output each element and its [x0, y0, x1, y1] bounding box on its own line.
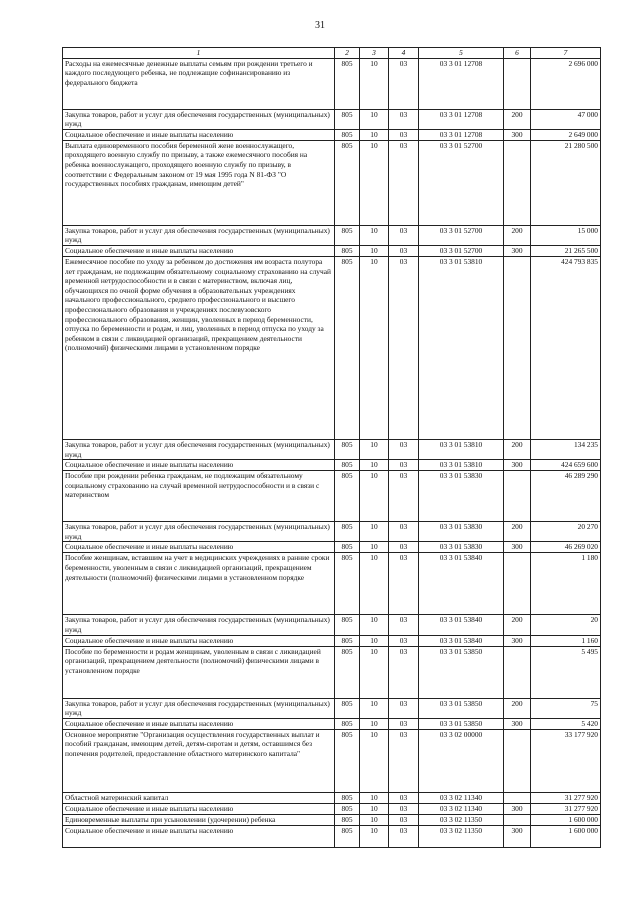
code-admin-cell: 805 — [335, 245, 360, 256]
page-number: 31 — [315, 20, 325, 31]
subsection-cell: 03 — [389, 522, 419, 542]
table-row — [63, 109, 601, 129]
section-cell: 10 — [360, 635, 389, 646]
code-admin-cell: 805 — [335, 635, 360, 646]
section-cell: 10 — [360, 729, 389, 792]
code-admin-cell: 805 — [335, 792, 360, 803]
code-admin-cell: 805 — [335, 615, 360, 635]
subsection-cell: 03 — [389, 439, 419, 459]
target-article-cell: 03 3 02 11350 — [419, 814, 504, 825]
table-row — [63, 635, 601, 646]
subsection-cell: 03 — [389, 542, 419, 553]
section-cell: 10 — [360, 439, 389, 459]
subsection-cell: 03 — [389, 256, 419, 439]
code-admin-cell: 805 — [335, 729, 360, 792]
subsection-cell: 03 — [389, 814, 419, 825]
target-article-cell: 03 3 01 12708 — [419, 129, 504, 140]
target-article-cell: 03 3 01 12708 — [419, 109, 504, 129]
section-cell: 10 — [360, 792, 389, 803]
amount-cell: 20 — [531, 615, 601, 635]
table-row — [63, 803, 601, 814]
amount-cell: 31 277 920 — [531, 803, 601, 814]
subsection-cell: 03 — [389, 646, 419, 698]
section-cell: 10 — [360, 698, 389, 718]
subsection-cell: 03 — [389, 698, 419, 718]
amount-cell: 5 495 — [531, 646, 601, 698]
amount-cell: 31 277 920 — [531, 792, 601, 803]
amount-cell: 1 160 — [531, 635, 601, 646]
code-admin-cell: 805 — [335, 553, 360, 615]
expense-type-cell: 300 — [504, 635, 531, 646]
item-name-cell: Закупка товаров, работ и услуг для обеспечения государственных (муниципальных) нужд — [63, 225, 335, 245]
target-article-cell: 03 3 01 12708 — [419, 58, 504, 109]
target-article-cell: 03 3 01 52700 — [419, 225, 504, 245]
subsection-cell: 03 — [389, 635, 419, 646]
table-row — [63, 729, 601, 792]
section-cell: 10 — [360, 225, 389, 245]
target-article-cell: 03 3 02 11340 — [419, 792, 504, 803]
section-cell: 10 — [360, 460, 389, 471]
subsection-cell: 03 — [389, 792, 419, 803]
amount-cell: 47 000 — [531, 109, 601, 129]
amount-cell: 1 600 000 — [531, 825, 601, 847]
table-row — [63, 553, 601, 615]
amount-cell: 75 — [531, 698, 601, 718]
table-row — [63, 792, 601, 803]
table-row — [63, 814, 601, 825]
amount-cell: 46 269 020 — [531, 542, 601, 553]
section-cell: 10 — [360, 256, 389, 439]
target-article-cell: 03 3 01 53850 — [419, 718, 504, 729]
item-name-cell: Закупка товаров, работ и услуг для обеспечения государственных (муниципальных) нужд — [63, 615, 335, 635]
target-article-cell: 03 3 02 11340 — [419, 803, 504, 814]
expense-type-cell — [504, 553, 531, 615]
expense-type-cell — [504, 58, 531, 109]
amount-cell: 20 270 — [531, 522, 601, 542]
expense-type-cell: 200 — [504, 225, 531, 245]
expense-type-cell — [504, 140, 531, 225]
table-row — [63, 718, 601, 729]
code-admin-cell: 805 — [335, 803, 360, 814]
expense-type-cell: 300 — [504, 542, 531, 553]
amount-cell: 21 280 500 — [531, 140, 601, 225]
item-name-cell: Единовременные выплаты при усыновлении (удочерении) ребенка — [63, 814, 335, 825]
expense-type-cell: 300 — [504, 245, 531, 256]
table-row — [63, 140, 601, 225]
item-name-cell: Социальное обеспечение и иные выплаты населению — [63, 635, 335, 646]
subsection-cell: 03 — [389, 825, 419, 847]
subsection-cell: 03 — [389, 245, 419, 256]
budget-table — [62, 47, 601, 848]
code-admin-cell: 805 — [335, 58, 360, 109]
table-row — [63, 542, 601, 553]
section-cell: 10 — [360, 615, 389, 635]
section-cell: 10 — [360, 129, 389, 140]
subsection-cell: 03 — [389, 615, 419, 635]
subsection-cell: 03 — [389, 225, 419, 245]
table-header-row — [63, 48, 601, 59]
table-row — [63, 245, 601, 256]
expense-type-cell — [504, 646, 531, 698]
item-name-cell: Выплата единовременного пособия беременной жене военнослужащего, проходящего военную службу по призыву, а также ежемесячного пособия на ребенка военнослужащего, проходящего военную службу по призыву, в соответствии с Федеральным законом от 19 мая 1995 года N 81-ФЗ "О государственных пособиях гражданам, имеющим детей" — [63, 140, 335, 225]
header-cell: 7 — [531, 48, 601, 59]
code-admin-cell: 805 — [335, 542, 360, 553]
expense-type-cell — [504, 471, 531, 522]
item-name-cell: Социальное обеспечение и иные выплаты населению — [63, 542, 335, 553]
section-cell: 10 — [360, 553, 389, 615]
code-admin-cell: 805 — [335, 646, 360, 698]
target-article-cell: 03 3 02 00000 — [419, 729, 504, 792]
amount-cell: 21 265 500 — [531, 245, 601, 256]
item-name-cell: Основное мероприятие "Организация осуществления государственных выплат и пособий гражданам, имеющим детей, детям-сиротам и детям, оставшимся без попечения родителей, предоставление областного материнского капитала" — [63, 729, 335, 792]
code-admin-cell: 805 — [335, 256, 360, 439]
amount-cell: 5 420 — [531, 718, 601, 729]
section-cell: 10 — [360, 245, 389, 256]
code-admin-cell: 805 — [335, 140, 360, 225]
code-admin-cell: 805 — [335, 718, 360, 729]
target-article-cell: 03 3 01 53830 — [419, 542, 504, 553]
expense-type-cell: 200 — [504, 439, 531, 459]
table-row — [63, 225, 601, 245]
section-cell: 10 — [360, 140, 389, 225]
item-name-cell: Закупка товаров, работ и услуг для обеспечения государственных (муниципальных) нужд — [63, 522, 335, 542]
header-cell: 2 — [335, 48, 360, 59]
subsection-cell: 03 — [389, 553, 419, 615]
item-name-cell: Закупка товаров, работ и услуг для обеспечения государственных (муниципальных) нужд — [63, 698, 335, 718]
subsection-cell: 03 — [389, 803, 419, 814]
target-article-cell: 03 3 01 53830 — [419, 522, 504, 542]
amount-cell: 2 649 000 — [531, 129, 601, 140]
target-article-cell: 03 3 01 53850 — [419, 698, 504, 718]
amount-cell: 1 600 000 — [531, 814, 601, 825]
item-name-cell: Расходы на ежемесячные денежные выплаты семьям при рождении третьего и каждого последующего ребенка, не подлежащие софинансированию из федерального бюджета — [63, 58, 335, 109]
section-cell: 10 — [360, 803, 389, 814]
item-name-cell: Социальное обеспечение и иные выплаты населению — [63, 129, 335, 140]
section-cell: 10 — [360, 825, 389, 847]
code-admin-cell: 805 — [335, 129, 360, 140]
target-article-cell: 03 3 01 52700 — [419, 140, 504, 225]
subsection-cell: 03 — [389, 58, 419, 109]
target-article-cell: 03 3 01 53850 — [419, 646, 504, 698]
section-cell: 10 — [360, 471, 389, 522]
expense-type-cell: 300 — [504, 803, 531, 814]
section-cell: 10 — [360, 814, 389, 825]
expense-type-cell: 200 — [504, 522, 531, 542]
expense-type-cell: 200 — [504, 698, 531, 718]
expense-type-cell: 300 — [504, 460, 531, 471]
header-cell: 3 — [360, 48, 389, 59]
table-row — [63, 439, 601, 459]
target-article-cell: 03 3 02 11350 — [419, 825, 504, 847]
amount-cell: 46 289 290 — [531, 471, 601, 522]
table-row — [63, 698, 601, 718]
expense-type-cell — [504, 814, 531, 825]
code-admin-cell: 805 — [335, 460, 360, 471]
subsection-cell: 03 — [389, 718, 419, 729]
subsection-cell: 03 — [389, 140, 419, 225]
table-row — [63, 471, 601, 522]
amount-cell: 1 180 — [531, 553, 601, 615]
amount-cell: 424 793 835 — [531, 256, 601, 439]
target-article-cell: 03 3 01 53830 — [419, 471, 504, 522]
table-row — [63, 825, 601, 847]
section-cell: 10 — [360, 646, 389, 698]
amount-cell: 424 659 600 — [531, 460, 601, 471]
item-name-cell: Пособие по беременности и родам женщинам, уволенным в связи с ликвидацией организаций, прекращением деятельности (полномочий) физическими лицами в установленном порядке — [63, 646, 335, 698]
expense-type-cell — [504, 792, 531, 803]
expense-type-cell — [504, 729, 531, 792]
target-article-cell: 03 3 01 53840 — [419, 635, 504, 646]
table-row — [63, 460, 601, 471]
item-name-cell: Закупка товаров, работ и услуг для обеспечения государственных (муниципальных) нужд — [63, 439, 335, 459]
table-row — [63, 522, 601, 542]
item-name-cell: Социальное обеспечение и иные выплаты населению — [63, 803, 335, 814]
expense-type-cell — [504, 256, 531, 439]
expense-type-cell: 300 — [504, 129, 531, 140]
code-admin-cell: 805 — [335, 522, 360, 542]
section-cell: 10 — [360, 542, 389, 553]
header-cell: 4 — [389, 48, 419, 59]
item-name-cell: Социальное обеспечение и иные выплаты населению — [63, 245, 335, 256]
item-name-cell: Закупка товаров, работ и услуг для обеспечения государственных (муниципальных) нужд — [63, 109, 335, 129]
code-admin-cell: 805 — [335, 814, 360, 825]
section-cell: 10 — [360, 58, 389, 109]
item-name-cell: Социальное обеспечение и иные выплаты населению — [63, 825, 335, 847]
table-row — [63, 615, 601, 635]
item-name-cell: Областной материнский капитал — [63, 792, 335, 803]
header-cell: 1 — [63, 48, 335, 59]
item-name-cell: Пособие при рождении ребенка гражданам, не подлежащим обязательному социальному страхованию на случай временной нетрудоспособности и в связи с материнством — [63, 471, 335, 522]
header-cell: 6 — [504, 48, 531, 59]
code-admin-cell: 805 — [335, 825, 360, 847]
table-row — [63, 646, 601, 698]
amount-cell: 134 235 — [531, 439, 601, 459]
amount-cell: 15 000 — [531, 225, 601, 245]
section-cell: 10 — [360, 718, 389, 729]
subsection-cell: 03 — [389, 729, 419, 792]
table-row — [63, 129, 601, 140]
amount-cell: 33 177 920 — [531, 729, 601, 792]
table-row — [63, 58, 601, 109]
code-admin-cell: 805 — [335, 471, 360, 522]
code-admin-cell: 805 — [335, 225, 360, 245]
section-cell: 10 — [360, 109, 389, 129]
section-cell: 10 — [360, 522, 389, 542]
target-article-cell: 03 3 01 53840 — [419, 615, 504, 635]
item-name-cell: Социальное обеспечение и иные выплаты населению — [63, 460, 335, 471]
code-admin-cell: 805 — [335, 439, 360, 459]
target-article-cell: 03 3 01 53810 — [419, 460, 504, 471]
table-row — [63, 256, 601, 439]
table-body — [63, 48, 601, 848]
subsection-cell: 03 — [389, 471, 419, 522]
target-article-cell: 03 3 01 53810 — [419, 256, 504, 439]
target-article-cell: 03 3 01 53810 — [419, 439, 504, 459]
subsection-cell: 03 — [389, 129, 419, 140]
subsection-cell: 03 — [389, 460, 419, 471]
item-name-cell: Социальное обеспечение и иные выплаты населению — [63, 718, 335, 729]
expense-type-cell: 200 — [504, 615, 531, 635]
code-admin-cell: 805 — [335, 698, 360, 718]
expense-type-cell: 300 — [504, 718, 531, 729]
target-article-cell: 03 3 01 53840 — [419, 553, 504, 615]
expense-type-cell: 200 — [504, 109, 531, 129]
subsection-cell: 03 — [389, 109, 419, 129]
code-admin-cell: 805 — [335, 109, 360, 129]
expense-type-cell: 300 — [504, 825, 531, 847]
item-name-cell: Пособие женщинам, вставшим на учет в медицинских учреждениях в ранние сроки беременности, уволенным в связи с ликвидацией организаций, прекращением деятельности (полномочий) физическими лицами в установленном порядке — [63, 553, 335, 615]
header-cell: 5 — [419, 48, 504, 59]
target-article-cell: 03 3 01 52700 — [419, 245, 504, 256]
amount-cell: 2 696 000 — [531, 58, 601, 109]
item-name-cell: Ежемесячное пособие по уходу за ребенком до достижения им возраста полутора лет гражданам, не подлежащим обязательному социальному страхованию на случай временной нетрудоспособности и в связи с материнством, включая лиц, обучающихся по очной форме обучения в образовательных учреждениях начального профессионального, среднего профессионального и высшего профессионального образования и учреждениях послевузовского профессионального образования, женщин, уволенных в период беременности, отпуска по беременности и родам, и лиц, уволенных в период отпуска по уходу за ребенком в связи с ликвидацией организаций, прекращением деятельности (полномочий) физическими лицами в установленном порядке — [63, 256, 335, 439]
